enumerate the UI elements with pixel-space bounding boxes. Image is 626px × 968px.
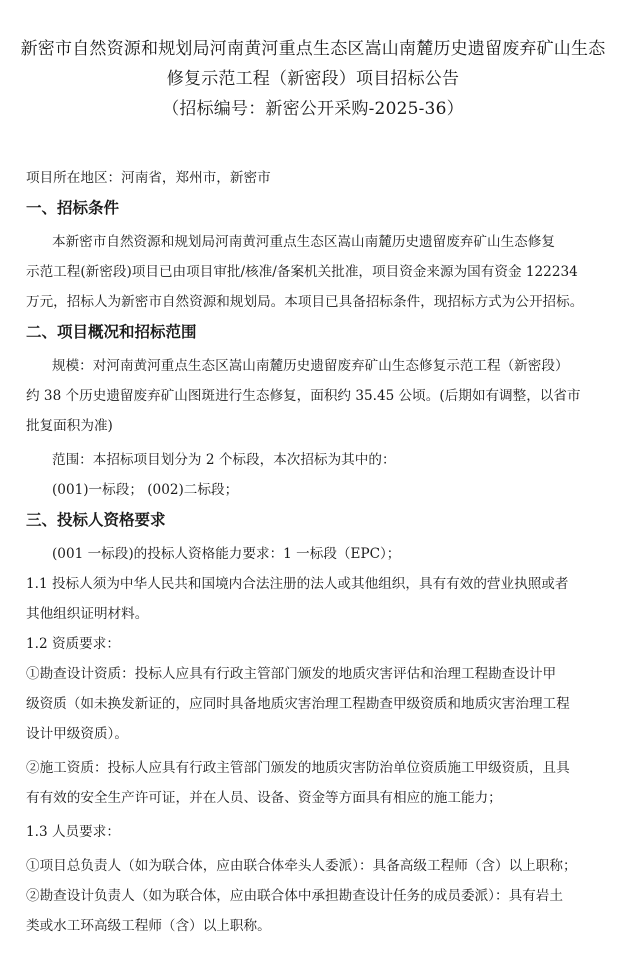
scale-line-2: 约 38 个历史遗留废弃矿山图斑进行生态修复，面积约 35.45 公顷。(后期如有调整，以省市 <box>26 388 581 404</box>
requirement-1-2: 1.2 资质要求： <box>26 636 120 652</box>
survey-qualification-line-2: 级资质（如未换发新证的，应同时具备地质灾害治理工程勘查甲级资质和地质灾害治理工程 <box>26 696 570 712</box>
requirement-1-3: 1.3 人员要求： <box>26 824 120 840</box>
lot-1-requirement-intro: (001 一标段)的投标人资格能力要求：1 一标段（EPC）； <box>52 546 401 562</box>
project-manager-requirement: ①项目总负责人（如为联合体，应由联合体牵头人委派）：具备高级工程师（含）以上职称； <box>26 858 577 874</box>
construction-qualification-line-1: ②施工资质：投标人应具有行政主管部门颁发的地质灾害防治单位资质施工甲级资质，且具 <box>26 760 570 776</box>
section-3-heading: 三、投标人资格要求 <box>26 511 166 529</box>
tender-number: （招标编号：新密公开采购-2025-36） <box>162 99 464 119</box>
scale-line-3: 批复面积为准) <box>26 418 113 434</box>
survey-lead-requirement-line-2: 类或水工环高级工程师（含）以上职称。 <box>26 918 271 934</box>
section-2-heading: 二、项目概况和招标范围 <box>26 323 197 341</box>
requirement-1-1-line-2: 其他组织证明材料。 <box>26 606 149 622</box>
document-title-line-2: 修复示范工程（新密段）项目招标公告 <box>166 69 460 89</box>
survey-qualification-line-3: 设计甲级资质）。 <box>26 726 128 742</box>
section-1-paragraph-line-1: 本新密市自然资源和规划局河南黄河重点生态区嵩山南麓历史遗留废弃矿山生态修复 <box>52 234 555 250</box>
project-location: 项目所在地区：河南省，郑州市，新密市 <box>26 170 271 186</box>
section-1-paragraph-line-2: 示范工程(新密段)项目已由项目审批/核准/备案机关批准，项目资金来源为国有资金 122234 <box>26 264 578 280</box>
scale-line-1: 规模：对河南黄河重点生态区嵩山南麓历史遗留废弃矿山生态修复示范工程（新密段） <box>52 358 569 374</box>
construction-qualification-line-2: 有有效的安全生产许可证，并在人员、设备、资金等方面具有相应的施工能力； <box>26 790 502 806</box>
survey-qualification-line-1: ①勘查设计资质：投标人应具有行政主管部门颁发的地质灾害评估和治理工程勘查设计甲 <box>26 666 557 682</box>
document-title-line-1: 新密市自然资源和规划局河南黄河重点生态区嵩山南麓历史遗留废弃矿山生态 <box>20 39 606 59</box>
section-1-heading: 一、招标条件 <box>26 199 120 217</box>
requirement-1-1-line-1: 1.1 投标人须为中华人民共和国境内合法注册的法人或其他组织，具有有效的营业执照或者 <box>26 576 569 592</box>
range-line: 范围：本招标项目划分为 2 个标段，本次招标为其中的： <box>52 452 396 468</box>
survey-lead-requirement-line-1: ②勘查设计负责人（如为联合体，应由联合体中承担勘查设计任务的成员委派）：具有岩土 <box>26 888 563 904</box>
lots-line: (001)一标段； (002)二标段； <box>52 482 239 498</box>
section-1-paragraph-line-3: 万元，招标人为新密市自然资源和规划局。本项目已具备招标条件，现招标方式为公开招标。 <box>26 294 584 310</box>
